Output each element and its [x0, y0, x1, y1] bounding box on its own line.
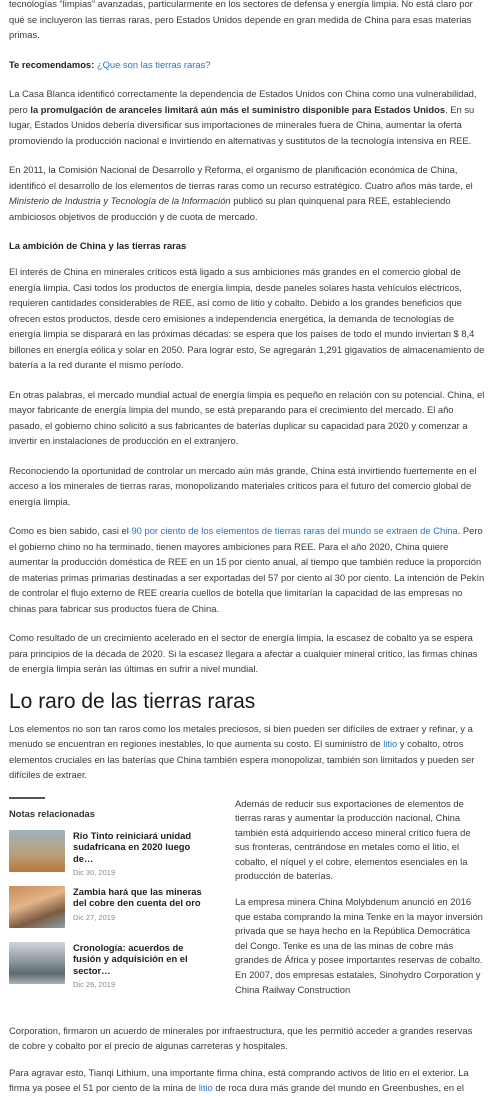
- related-date: Dic 30, 2019: [73, 868, 116, 877]
- related-thumbnail[interactable]: [9, 886, 65, 928]
- related-headline[interactable]: Rio Tinto reiniciará unidad sudafricana en 2020 luego de…: [73, 829, 192, 864]
- inline-link[interactable]: 90 por ciento de los elementos de tierras raras del mundo se extraen de China: [131, 525, 458, 536]
- text-span: publicó su plan quinquenal para REE, estableciendo ambiciosos objetivos de producción y de cuota de mercado.: [9, 195, 451, 222]
- paragraph: Además de reducir sus exportaciones de elementos de tierras raras y aumentar la producción nacional, China también está adquiriendo acceso mineral crítico fuera de sus fronteras, centrándose en metales como el litio, el cobalto, el níquel y el cobre, elementos esenciales en la producción de baterías.: [235, 797, 471, 882]
- paragraph: La empresa minera China Molybdenum anunció en 2016 que estaba comprando la mina Tenke en la mayor inversión privada que se haya hecho en la República Democrática del Congo. Tenke es una de las minas de cobre más grandes de África y posee importantes reservas de cobalto. En 2007, dos empresas estatales, Sinohydro Corporation y China Railway Construction: [235, 896, 483, 995]
- recommendation-label: Te recomendamos:: [9, 58, 95, 70]
- text-span: En 2011, la Comisión Nacional de Desarrollo y Reforma, el organismo de planificación económica de China, identificó el desarrollo de los elementos de tierras raras como un recurso estratégico. Cuatro años más tarde, el: [9, 164, 473, 191]
- related-headline[interactable]: Zambia hará que las mineras del cobre den cuenta del oro: [73, 885, 202, 908]
- text-span: Para agravar esto, Tianqi Lithium, una importante firma china, está comprando activos de litio en el exterior. La firma ya posee el 51 por ciento de la mina de: [9, 1066, 469, 1093]
- related-thumbnail[interactable]: [9, 830, 65, 872]
- related-item[interactable]: [9, 829, 209, 877]
- bold-text: la promulgación de aranceles limitará aún más el suministro disponible para Estados Unidos: [30, 103, 446, 115]
- paragraph: [9, 721, 485, 783]
- text-span: y cobalto, otros elementos cruciales en las baterías que China también espera monopolizar, también son limitados y pueden ser difíciles de extraer.: [9, 738, 475, 780]
- paragraph: En otras palabras, el mercado mundial actual de energía limpia es pequeño en relación con su potencial. China, el mayor fabricante de energía limpia del mundo, se está preparando para el crecimiento del mercado. El año pasado, el gobierno chino solicitó a sus fabricantes de baterías duplicar su capacidad para 2020 y comenzar a invertir en instalaciones de producción en el extranjero.: [9, 388, 485, 446]
- paragraph: Como resultado de un crecimiento acelerado en el sector de energía limpia, la escasez de cobalto ya se espera para principios de la década de 2020. Si la escasez llegara a afectar a cualquier mineral crítico, las firmas chinas de energía limpia serán las últimas en sufrir a nivel mundial.: [9, 632, 478, 674]
- paragraph: [9, 162, 485, 224]
- text-span: Los elementos no son tan raros como los metales preciosos, si bien pueden ser difíciles de extraer y refinar, y a menudo se encuentran en regiones inestables, lo que aumenta su costo. El suministro de: [9, 722, 473, 749]
- related-item[interactable]: [9, 941, 209, 989]
- related-title: Notas relacionadas: [9, 807, 95, 819]
- recommendation: [9, 57, 485, 73]
- section-title: Lo raro de las tierras raras: [9, 689, 256, 713]
- related-date: Dic 26, 2019: [73, 980, 116, 989]
- paragraph: Reconociendo la oportunidad de controlar un mercado aún más grande, China está invirtiendo fuertemente en el acceso a los minerales de tierras raras, monopolizando materiales críticos para el futuro del comercio global de energía limpia.: [9, 464, 477, 507]
- right-column-text: [235, 797, 485, 998]
- paragraph: El interés de China en minerales críticos está ligado a sus ambiciones más grandes en el comercio global de energía limpia. Casi todos los productos de energía limpia, desde paneles solares hasta vehículos eléctricos, requieren cantidades considerables de REE, así como de litio y cobalto. Debido a los grandes beneficios que ofrecen estos productos, desde cero emisiones a independencia energética, la demanda de tecnologías de energía limpia se disparará en las próximas décadas: se espera que los países de todo el mundo inviertan $ 8,4 billones en energía eólica y solar en 2050. Para lograr esto, Se agregarán 1,291 gigavatios de almacenamiento de batería a la red durante el mismo período.: [9, 266, 485, 370]
- inline-link[interactable]: litio: [383, 738, 398, 749]
- text-span: Como es bien sabido, casi el: [9, 525, 132, 536]
- paragraph: Corporation, firmaron un acuerdo de minerales por infraestructura, que les permitió acceder a grandes reservas de cobre y cobalto por el precio de algunas carreteras y hospitales.: [9, 1024, 473, 1051]
- text-span: La Casa Blanca identificó correctamente la dependencia de Estados Unidos con China como una vulnerabilidad, pero: [9, 88, 477, 115]
- related-headline[interactable]: Cronología: acuerdos de fusión y adquisición en el sector…: [73, 941, 188, 976]
- text-span: . Pero el gobierno chino no ha terminado, tienen mayores ambiciones para REE. Para el año 2020, China quiere aumentar la producción doméstica de REE en un 15 por ciento anual, al tiempo que también reduce la proporción de materias primas primarias destinadas a ser exportadas del 57 por ciento al 30 por ciento. La intención de Pekín de controlar el flujo externo de REE crearía cuellos de botella que limitarían la capacidad de las empresas no chinas para fabricar sus productos fuera de China.: [9, 525, 485, 614]
- italic-text: Ministerio de Industria y Tecnología de la Información: [9, 195, 231, 206]
- related-date: Dic 27, 2019: [73, 912, 116, 922]
- text-span: de roca dura más grande del mundo en Greenbushes, en el: [212, 1082, 464, 1093]
- related-and-text: [9, 797, 485, 1023]
- paragraph: [9, 1065, 485, 1096]
- inline-link[interactable]: litio: [198, 1082, 213, 1093]
- divider: [9, 797, 45, 799]
- subheading: La ambición de China y las tierras raras: [9, 240, 187, 251]
- paragraph: [9, 523, 485, 616]
- related-thumbnail[interactable]: [9, 942, 65, 984]
- related-item[interactable]: [9, 886, 209, 928]
- paragraph: [9, 86, 485, 148]
- recommendation-link[interactable]: ¿Que son las tierras raras?: [96, 58, 211, 70]
- text-span: . En su lugar, Estados Unidos debería diversificar sus importaciones de minerales fuera de China, aumentar la oferta promoviendo la producción nacional e invirtiendo en alternativas y sustitutos de la tecnología intensiva en REE.: [9, 103, 475, 146]
- related-notes: [9, 797, 209, 998]
- paragraph: tecnologías “limpias” avanzadas, particularmente en los sectores de defensa y energía limpia. No está claro por qué se incluyeron las tierras raras, pero Estados Unidos depende en gran medida de China para esas materias primas.: [9, 0, 473, 40]
